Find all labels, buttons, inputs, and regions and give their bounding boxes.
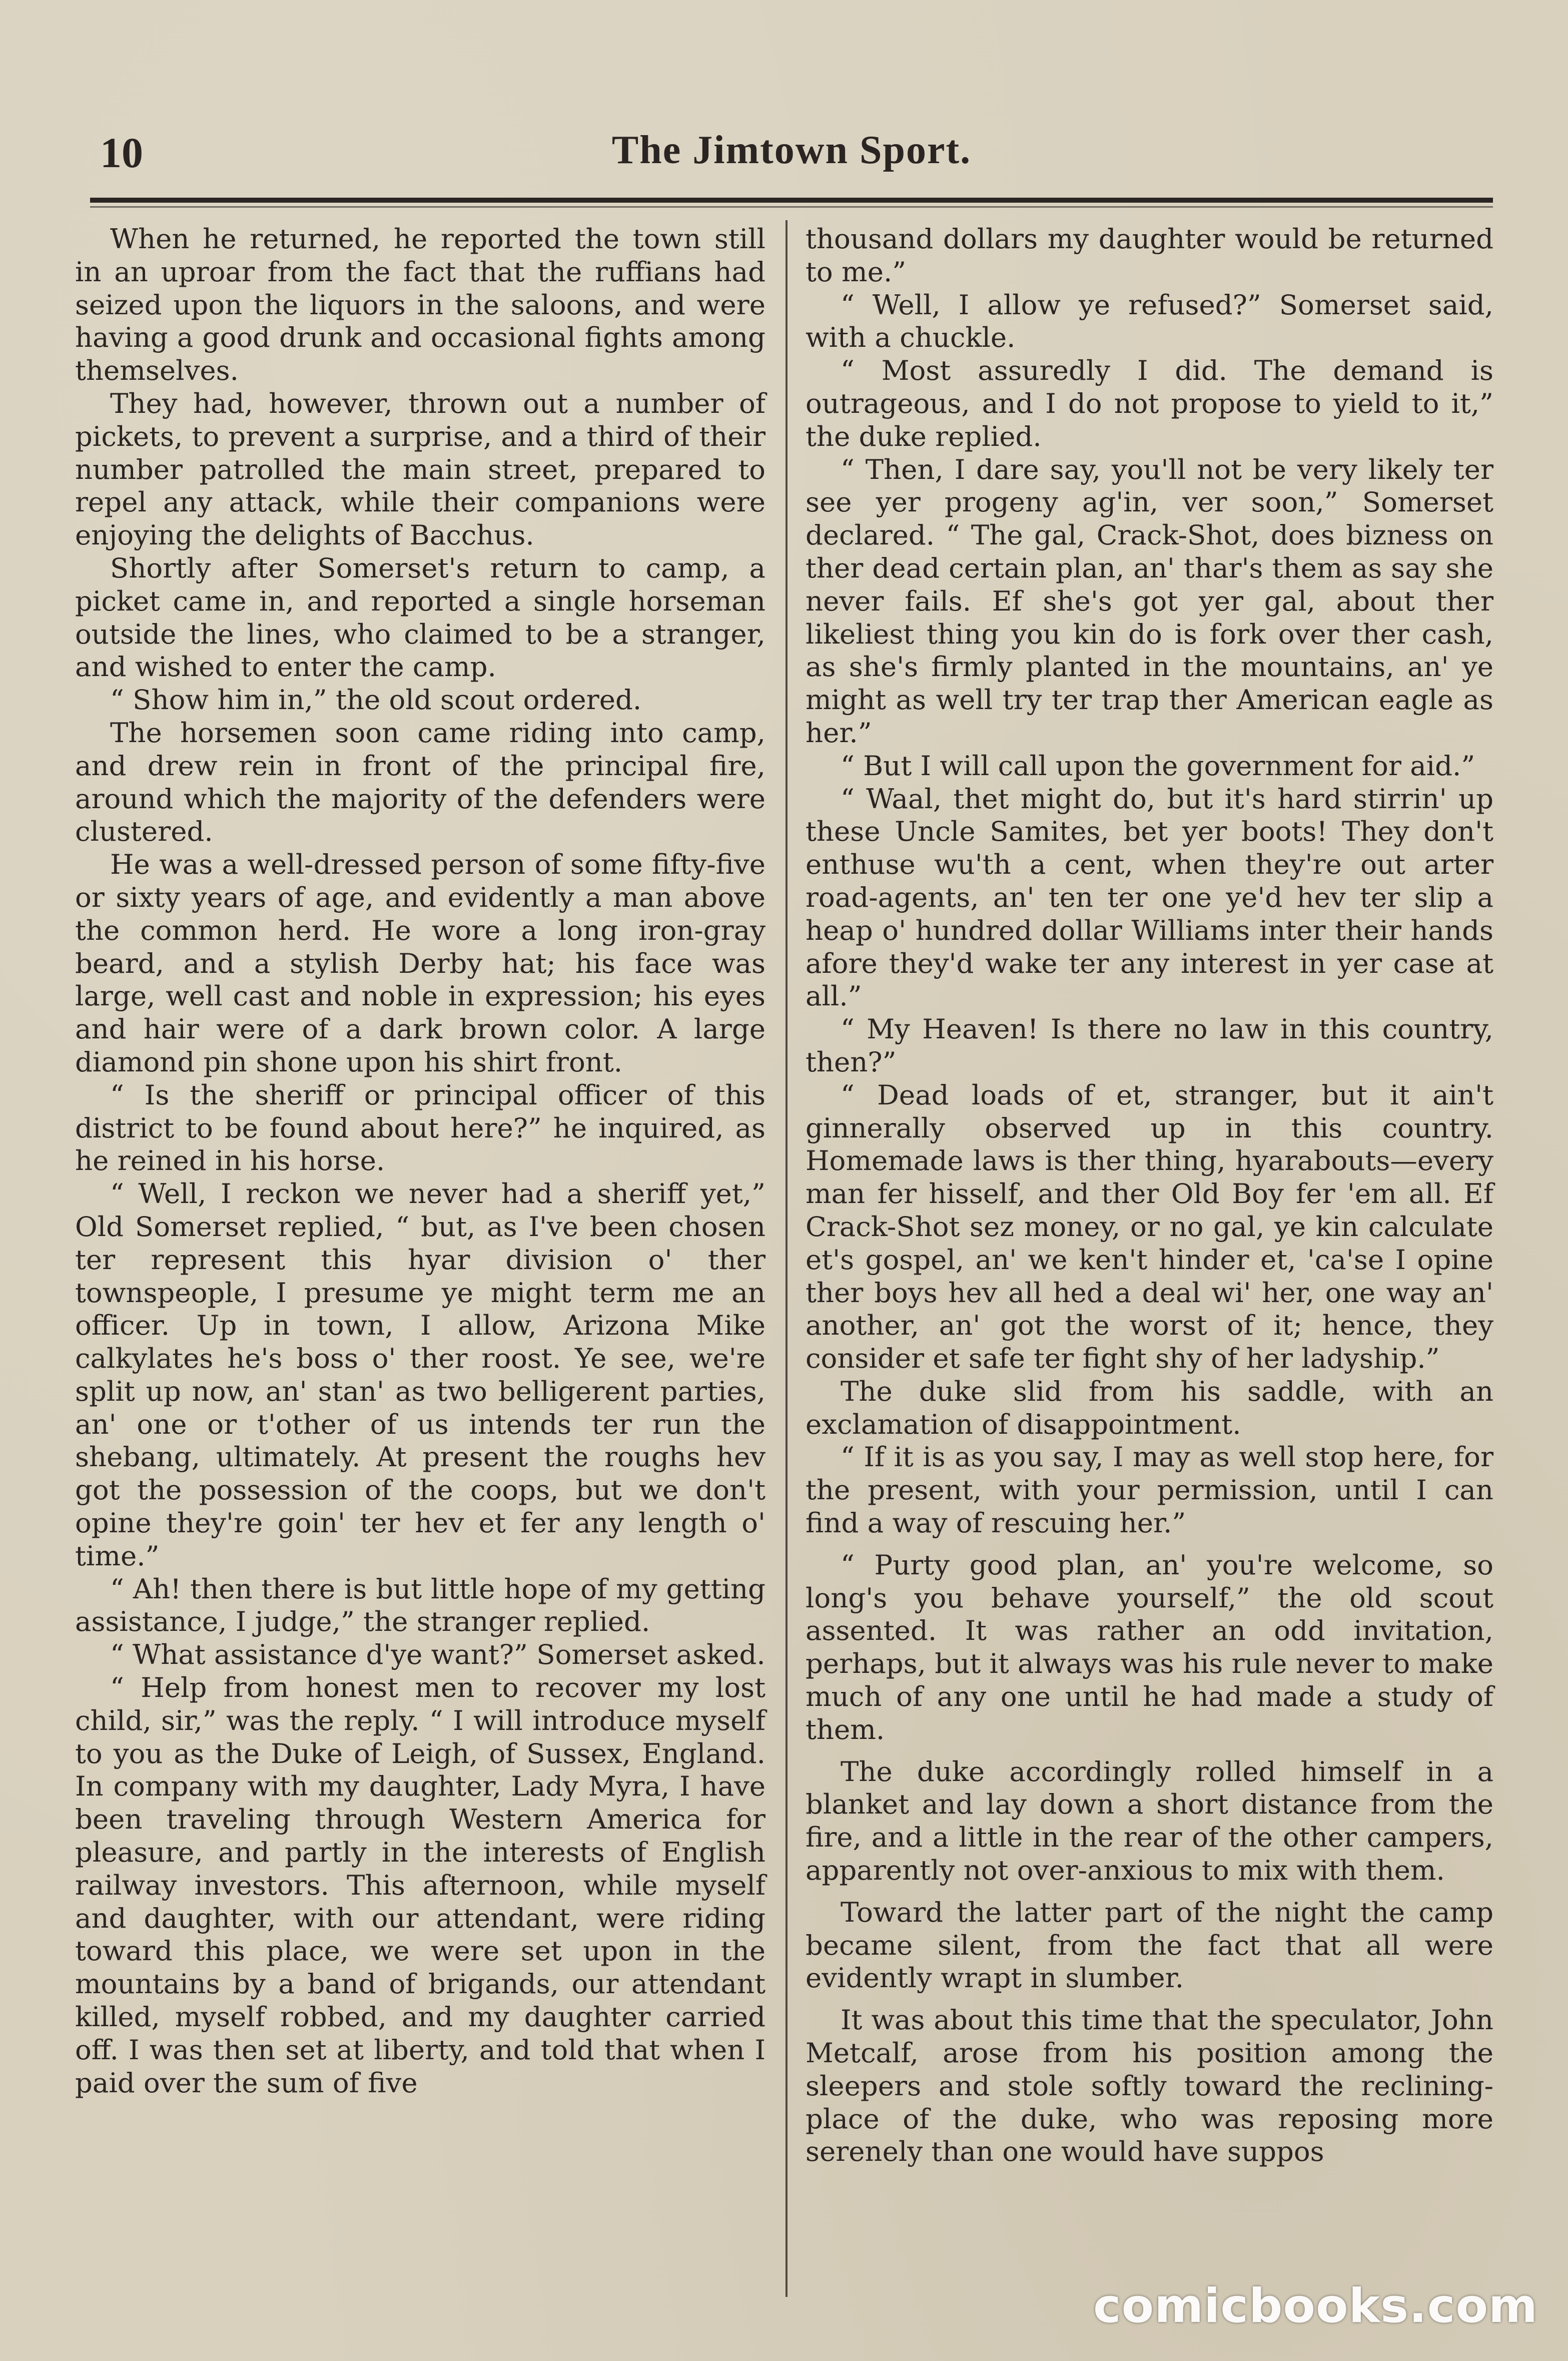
paragraph: “ Well, I allow ye refused?” Somerset said, with a chuckle. [806, 288, 1493, 354]
paragraph: “ Purty good plan, an' you're welcome, so long's you behave yourself,” the old scout assented. It was rather an odd invitation, perhaps, but it always was his rule never to make much of any one until he had made a study of them. [806, 1548, 1493, 1745]
paragraph: “ What assistance d'ye want?” Somerset asked. [110, 1638, 765, 1671]
paragraph: “ Well, I reckon we never had a sheriff yet,” Old Somerset replied, “ but, as I've been chosen ter represent this hyar division o' ther townspeople, I presume ye might term me an officer. Up in town, I allow, Arizona Mike calkylates he's boss o' ther roost. Ye see, we're split up now, an' stan' as two belligerent parties, an' one or t'other of us intends ter run the shebang, ultimately. At present the roughs hev got the possession of the coops, but we don't opine they're goin' ter hev et fer any length o' time.” [75, 1177, 765, 1572]
paragraph: When he returned, he reported the town still in an uproar from the fact that the ruffians had seized upon the liquors in the saloons, and were having a good drunk and occasional fights among themselves. [75, 223, 765, 387]
paragraph: “ Waal, thet might do, but it's hard stirrin' up these Uncle Samites, bet yer boots! They don't enthuse wu'th a cent, when they're out arter road-agents, an' ten ter one ye'd hev ter slip a heap o' hundred dollar Williams inter their hands afore they'd wake ter any interest in yer case at all.” [806, 782, 1493, 1012]
paragraph: “ Show him in,” the old scout ordered. [110, 684, 642, 716]
paragraph: “ Is the sheriff or principal officer of this district to be found about here?” he inquired, as he reined in his horse. [75, 1078, 765, 1177]
watermark: comicbooks.com [1093, 2279, 1538, 2333]
paragraph: They had, however, thrown out a number of pickets, to prevent a surprise, and a third of their number patrolled the main street, prepared to repel any attack, while their companions were enjoying the delights of Bacchus. [75, 387, 765, 551]
paragraph: The horsemen soon came riding into camp, and drew rein in front of the principal fire, around which the majority of the defenders were clustered. [75, 716, 765, 848]
column-divider [786, 220, 788, 2297]
paragraph: thousand dollars my daughter would be returned to me.” [806, 223, 1493, 288]
running-title: The Jimtown Sport. [611, 128, 972, 172]
page-number: 10 [100, 129, 143, 177]
paragraph: The duke accordingly rolled himself in a blanket and lay down a short distance from the fire, and a little in the rear of the other campers, apparently not over-anxious to mix with them. [806, 1755, 1493, 1887]
paragraph: “ Ah! then there is but little hope of my getting assistance, I judge,” the stranger replied. [75, 1572, 765, 1638]
paragraph: The duke slid from his saddle, with an exclamation of disappointment. [806, 1375, 1493, 1440]
paragraph: “ Help from honest men to recover my lost child, sir,” was the reply. “ I will introduce myself to you as the Duke of Leigh, of Sussex, England. In company with my daughter, Lady Myra, I have been traveling through Western America for pleasure, and partly in the interests of English railway investors. This afternoon, while myself and daughter, with our attendant, were riding toward this place, we were set upon in the mountains by a band of brigands, our attendant killed, myself robbed, and my daughter carried off. I was then set at liberty, and told that when I paid over the sum of five [75, 1671, 765, 2099]
paragraph: “ Dead loads of et, stranger, but it ain't ginnerally observed up in this country. Homemade laws is ther thing, hyarabouts—every man fer hisself, and ther Old Boy fer 'em all. Ef Crack-Shot sez money, or no gal, ye kin calculate et's gospel, an' we ken't hinder et, 'ca'se I opine ther boys hev all hed a deal wi' her, one way an' another, an' got the worst of it; hence, they consider et safe ter fight shy of her ladyship.” [806, 1078, 1493, 1375]
page-header [90, 128, 1493, 183]
header-rule-thin [90, 206, 1493, 208]
paragraph: “ Most assuredly I did. The demand is outrageous, and I do not propose to yield to it,” the duke replied. [806, 354, 1493, 452]
right-column [806, 223, 1493, 2168]
paragraph: “ But I will call upon the government for aid.” [841, 749, 1475, 782]
paragraph: It was about this time that the speculator, John Metcalf, arose from his position among the sleepers and stole softly toward the reclining-place of the duke, who was reposing more serenely than one would have suppos [806, 2004, 1493, 2168]
paragraph: “ Then, I dare say, you'll not be very likely ter see yer progeny ag'in, ver soon,” Somerset declared. “ The gal, Crack-Shot, does bizness on ther dead certain plan, an' thar's them as say she never fails. Ef she's got yer gal, about ther likeliest thing you kin do is fork over ther cash, as she's firmly planted in the mountains, an' ye might as well try ter trap ther American eagle as her.” [806, 453, 1493, 749]
paragraph: “ My Heaven! Is there no law in this country, then?” [806, 1013, 1493, 1078]
paragraph: “ If it is as you say, I may as well stop here, for the present, with your permission, until I can find a way of rescuing her.” [806, 1441, 1493, 1539]
paragraph: He was a well-dressed person of some fifty-five or sixty years of age, and evidently a man above the common herd. He wore a long iron-gray beard, and a stylish Derby hat; his face was large, well cast and noble in expression; his eyes and hair were of a dark brown color. A large diamond pin shone upon his shirt front. [75, 848, 765, 1078]
paragraph: Toward the latter part of the night the camp became silent, from the fact that all were evidently wrapt in slumber. [806, 1896, 1493, 1994]
paragraph: Shortly after Somerset's return to camp, a picket came in, and reported a single horseman outside the lines, who claimed to be a stranger, and wished to enter the camp. [75, 551, 765, 683]
left-column [75, 223, 765, 2099]
header-rule [90, 198, 1493, 203]
